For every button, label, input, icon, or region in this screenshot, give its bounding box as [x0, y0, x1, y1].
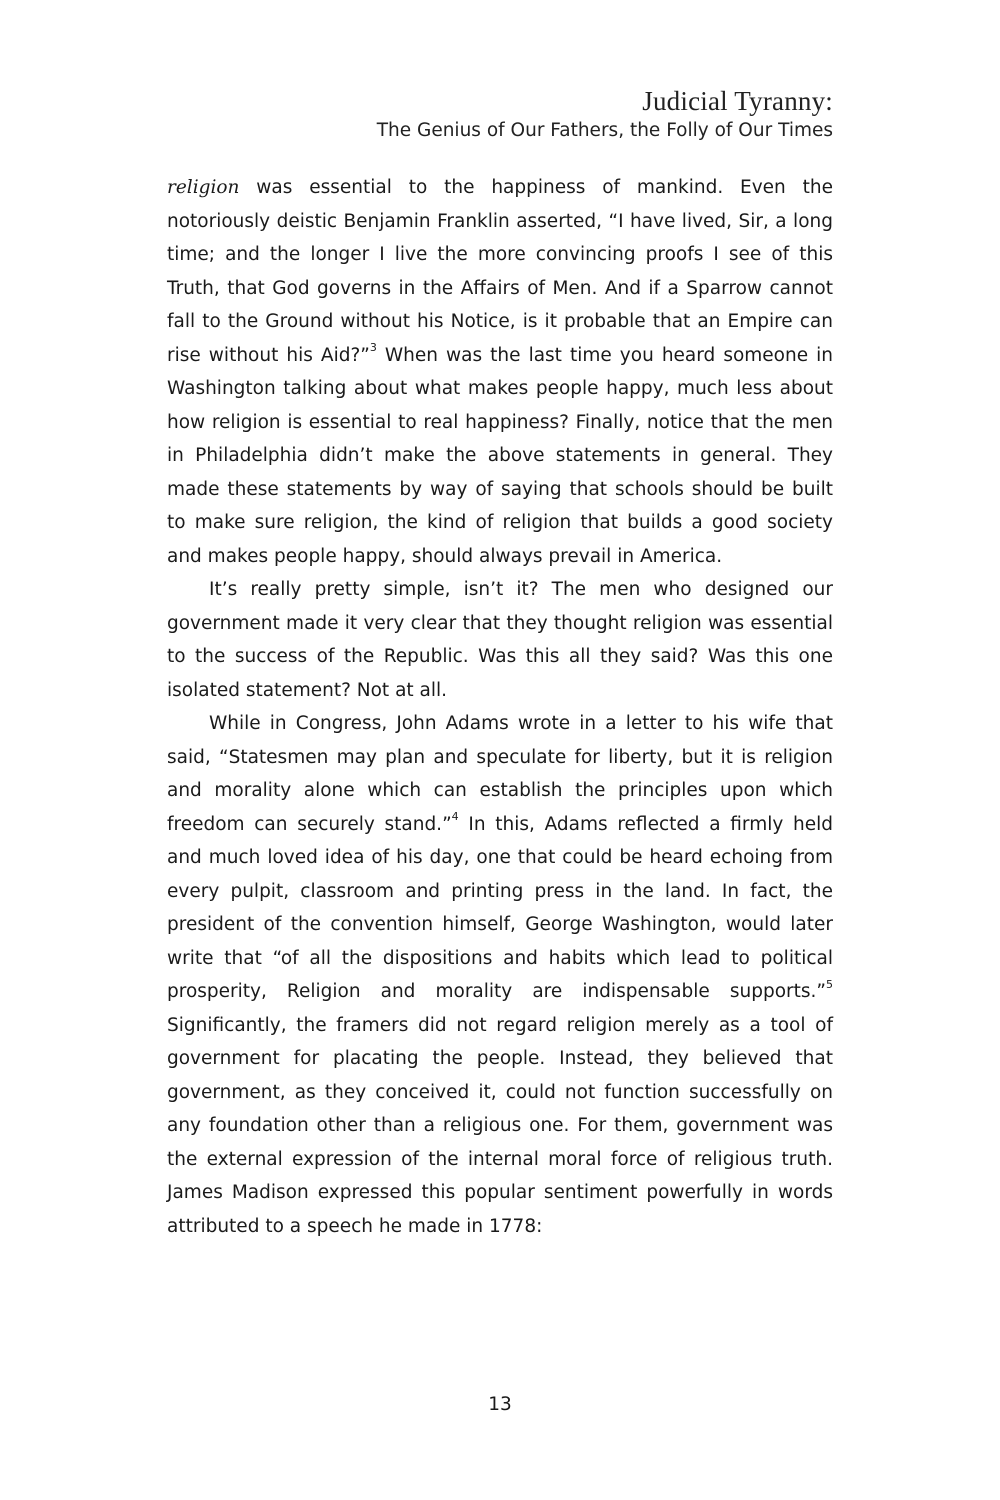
paragraph-text: When was the last time you heard someone in Washington talking about what makes people happy, much less about how religion is essential to real happiness? Finally, notice that the men in Philadelphia didn’t make the above statements in general. They made these statements by way of saying that schools should be built to make sure religion, the kind of religion that builds a good society and makes people happy, should always prevail in America. [167, 344, 833, 567]
page-number: 13 [488, 1394, 512, 1415]
paragraph-continued [167, 171, 833, 573]
book-title: Judicial Tyranny: [642, 86, 833, 116]
body-text [167, 171, 833, 1243]
paragraph-text: was essential to the happiness of mankind. Even the notoriously deistic Benjamin Franklin asserted, “I have lived, Sir, a long time; and the longer I live the more convincing proofs I see of this Truth, that God governs in the Affairs of Men. And if a Sparrow cannot fall to the Ground without his Notice, is it probable that an Empire can rise without his Aid?” [167, 177, 833, 366]
footnote-ref: 3 [369, 341, 377, 355]
paragraph-text: In this, Adams reflected a firmly held and much loved idea of his day, one that could be heard echoing from every pulpit, classroom and printing press in the land. In fact, the president of the convention himself, George Washington, would later write that “of all the dispositions and habits which lead to political prosperity, Religion and morality are indispensable supports.” [167, 813, 833, 1002]
paragraph [167, 707, 833, 1243]
footnote-ref: 5 [826, 977, 833, 991]
paragraph: It’s really pretty simple, isn’t it? The men who designed our government made it very clear that they thought religion was essential to the success of the Republic. Was this all they said? Was this one isolated statement? Not at all. [167, 579, 833, 701]
paragraph-text: While in Congress, John Adams wrote in a letter to his wife that said, “Statesmen may plan and speculate for liberty, but it is religion and morality alone which can establish the principles upon which freedom can securely stand.” [167, 713, 833, 835]
running-header [377, 84, 833, 144]
italic-word: religion [167, 177, 240, 198]
footnote-ref: 4 [451, 810, 459, 824]
book-subtitle: The Genius of Our Fathers, the Folly of Our Times [376, 120, 833, 141]
paragraph-text: Significantly, the framers did not regard religion merely as a tool of government for placating the people. Instead, they believed that government, as they conceived it, could not function successfully on any foundation other than a religious one. For them, government was the external expression of the internal moral force of religious truth. James Madison expressed this popular sentiment powerfully in words attributed to a speech he made in 1778: [167, 1014, 833, 1237]
